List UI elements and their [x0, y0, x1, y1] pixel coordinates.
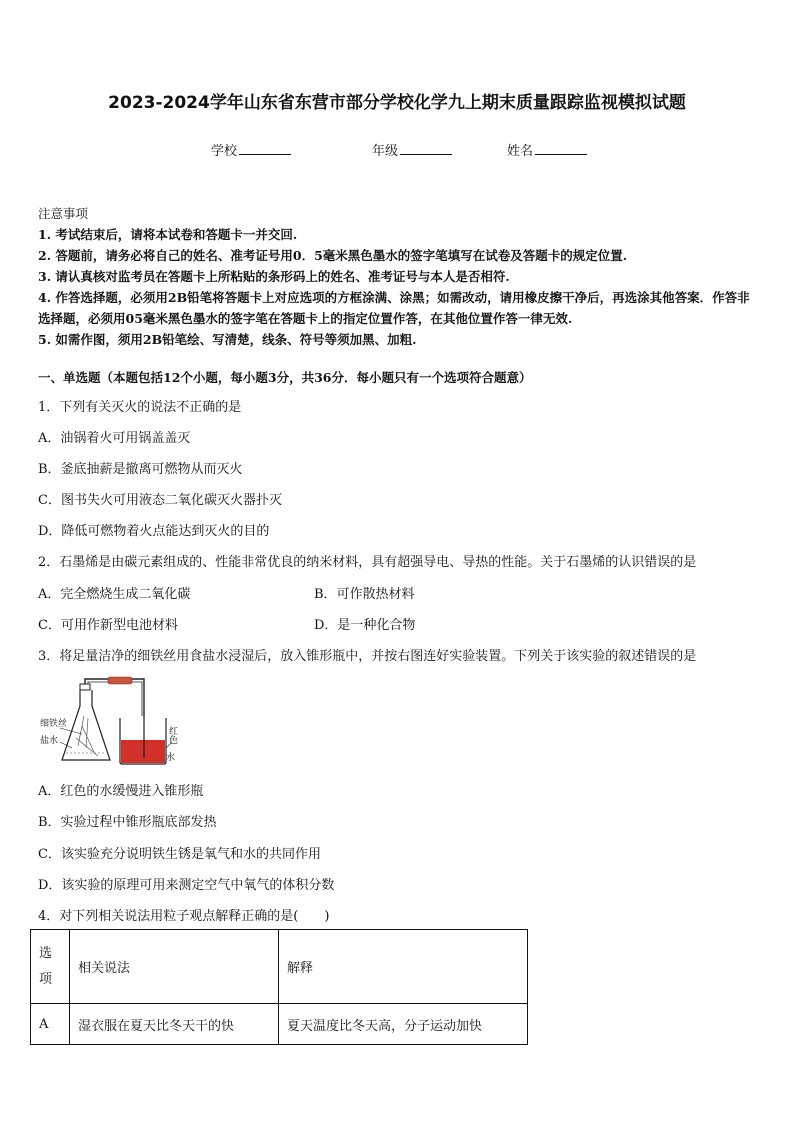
- table-header-statement: 相关说法: [70, 930, 279, 1004]
- notice-item-5: 5. 如需作图，须用2B铅笔绘、写清楚，线条、符号等须加黑、加粗.: [38, 332, 417, 347]
- question-2-option-c: C．可用作新型电池材料: [38, 618, 178, 633]
- school-label: 学校: [211, 144, 238, 159]
- page-title: 2023-2024学年山东省东营市部分学校化学九上期末质量跟踪监视模拟试题: [108, 93, 686, 113]
- question-2-option-d: D．是一种化合物: [314, 618, 416, 633]
- notice-item-2: 2. 答题前，请务必将自己的姓名、准考证号用0．5毫米黑色墨水的签字笔填写在试卷及答题卡的规定位置.: [38, 248, 628, 263]
- question-1-option-a: A．油锅着火可用锅盖盖灭: [38, 431, 191, 446]
- notice-item-3: 3. 请认真核对监考员在答题卡上所粘贴的条形码上的姓名、准考证号与本人是否相符.: [38, 269, 510, 284]
- notice-block: [38, 203, 758, 350]
- question-3-option-b: B．实验过程中锥形瓶底部发热: [38, 815, 217, 830]
- notice-item-4: 4. 作答选择题，必须用2B铅笔将答题卡上对应选项的方框涂满、涂黑；如需改动，请用橡皮擦干净后，再选涂其他答案．作答非选择题，必须用05毫米黑色墨水的签字笔在答题卡上的指定位置作答，在其他位置作答一律无效.: [38, 290, 750, 326]
- notice-heading: 注意事项: [38, 206, 89, 221]
- table-header-row: [31, 930, 528, 1004]
- table-cell-statement: 湿衣服在夏天比冬天干的快: [70, 1004, 279, 1045]
- question-3-stem: 3．将足量洁净的细铁丝用食盐水浸湿后，放入锥形瓶中，并按右图连好实验装置。下列关于该实验的叙述错误的是: [38, 649, 697, 664]
- table-row: [31, 1004, 528, 1045]
- question-2-option-b: B．可作散热材料: [314, 587, 415, 602]
- question-1-stem: 1．下列有关灭火的说法不正确的是: [38, 400, 242, 415]
- question-2-option-a: A．完全燃烧生成二氧化碳: [38, 587, 191, 602]
- question-3-option-d: D．该实验的原理可用来测定空气中氧气的体积分数: [38, 878, 335, 893]
- question-4-table: [30, 929, 528, 1045]
- table-cell-option: A: [31, 1004, 70, 1045]
- label-red-water-2: 水: [166, 753, 176, 763]
- table-header-explanation: 解释: [279, 930, 528, 1004]
- label-salt-water: 盐水: [40, 736, 59, 746]
- grade-blank: [400, 142, 452, 155]
- label-iron-wire: 细铁丝: [40, 719, 68, 729]
- school-blank: [239, 142, 291, 155]
- question-4-stem: 4．对下列相关说法用粒子观点解释正确的是( ): [38, 909, 330, 924]
- question-3-option-c: C．该实验充分说明铁生锈是氧气和水的共同作用: [38, 847, 321, 862]
- name-label: 姓名: [507, 144, 534, 159]
- question-3-option-a: A．红色的水缓慢进入锥形瓶: [38, 784, 204, 799]
- name-field: [507, 140, 587, 159]
- table-cell-explanation: 夏天温度比冬天高，分子运动加快: [279, 1004, 528, 1045]
- school-field: [211, 140, 291, 159]
- notice-item-1: 1. 考试结束后，请将本试卷和答题卡一并交回.: [38, 227, 298, 242]
- section-heading: 一、单选题（本题包括12个小题，每小题3分，共36分．每小题只有一个选项符合题意）: [38, 370, 532, 385]
- name-blank: [535, 142, 587, 155]
- grade-field: [372, 140, 452, 159]
- grade-label: 年级: [372, 144, 399, 159]
- question-1-option-b: B．釜底抽薪是撤离可燃物从而灭火: [38, 462, 243, 477]
- question-1-option-d: D．降低可燃物着火点能达到灭火的目的: [38, 524, 270, 539]
- experiment-apparatus-figure: [38, 676, 188, 776]
- header-option-char-1: 选: [39, 945, 53, 961]
- question-2-stem: 2．石墨烯是由碳元素组成的、性能非常优良的纳米材料，具有超强导电、导热的性能。关于石墨烯的认识错误的是: [38, 555, 697, 570]
- question-1-option-c: C．图书失火可用液态二氧化碳灭火器扑灭: [38, 493, 282, 508]
- table-header-option: [31, 930, 70, 1004]
- label-red-water-1: 红色: [167, 726, 177, 744]
- header-option-char-2: 项: [39, 971, 53, 987]
